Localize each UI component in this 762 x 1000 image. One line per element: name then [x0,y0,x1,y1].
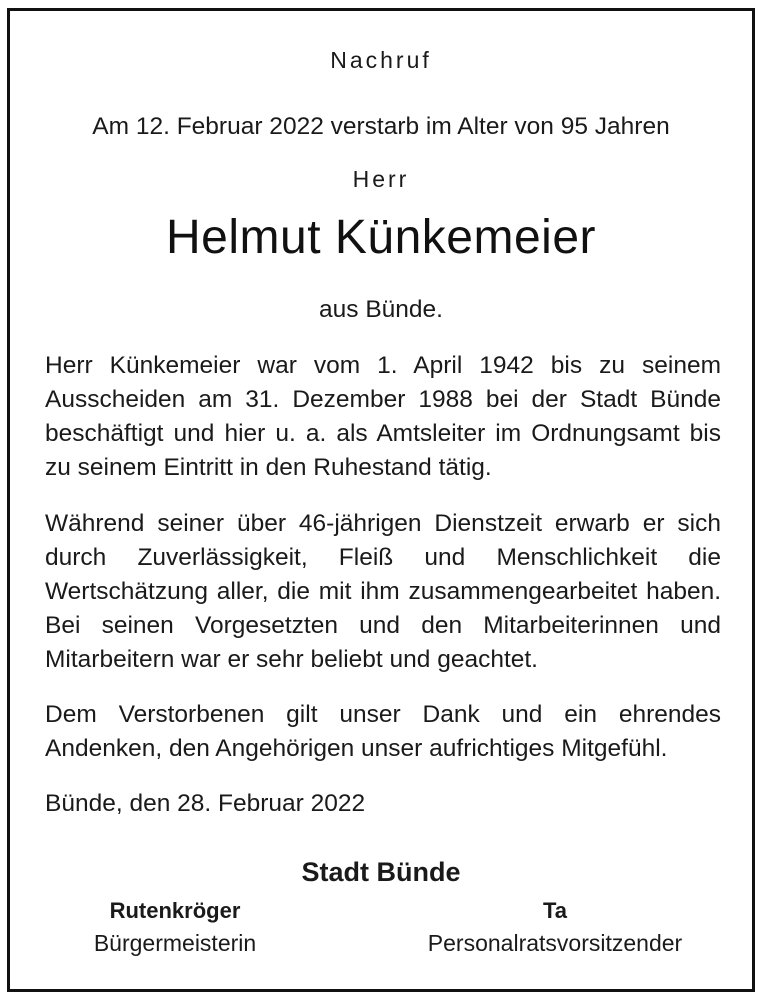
signatory-name: Rutenkröger [109,898,241,923]
organization: Stadt Bünde [301,857,461,887]
paragraph-condolence: Dem Verstorbenen gilt unser Dank und ein ehrendes Andenken, den Angehörigen unser aufrichtiges Mitgefühl. [45,701,721,762]
obituary-notice [7,8,755,992]
heading: Nachruf [330,47,432,73]
origin: aus Bünde. [319,296,443,323]
signatory-title: Personalratsvorsitzender [427,930,683,956]
signatory-right [395,898,715,957]
signatory-name: Ta [542,898,568,923]
place-date: Bünde, den 28. Februar 2022 [45,790,366,817]
deceased-name: Helmut Künkemeier [166,211,596,264]
paragraph-appreciation: Während seiner über 46-jährigen Dienstzeit erwarb er sich durch Zuverlässigkeit, Fleiß und Menschlichkeit die Wertschätzung aller, die mit ihm zusammengearbeitet haben. Bei seinen Vorgesetzten und den Mitarbeiterinnen und Mitarbeitern war er sehr beliebt und geachtet. [45,510,721,673]
signatory-left [50,898,300,957]
intro-line: Am 12. Februar 2022 verstarb im Alter von 95 Jahren [92,113,670,140]
paragraph-employment: Herr Künkemeier war vom 1. April 1942 bis zu seinem Ausscheiden am 31. Dezember 1988 bei der Stadt Bünde beschäftigt und hier u. a. als Amtsleiter im Ordnungsamt bis zu seinem Eintritt in den Ruhestand tätig. [45,352,721,481]
signatory-title: Bürgermeisterin [93,930,257,956]
salutation: Herr [352,166,410,192]
